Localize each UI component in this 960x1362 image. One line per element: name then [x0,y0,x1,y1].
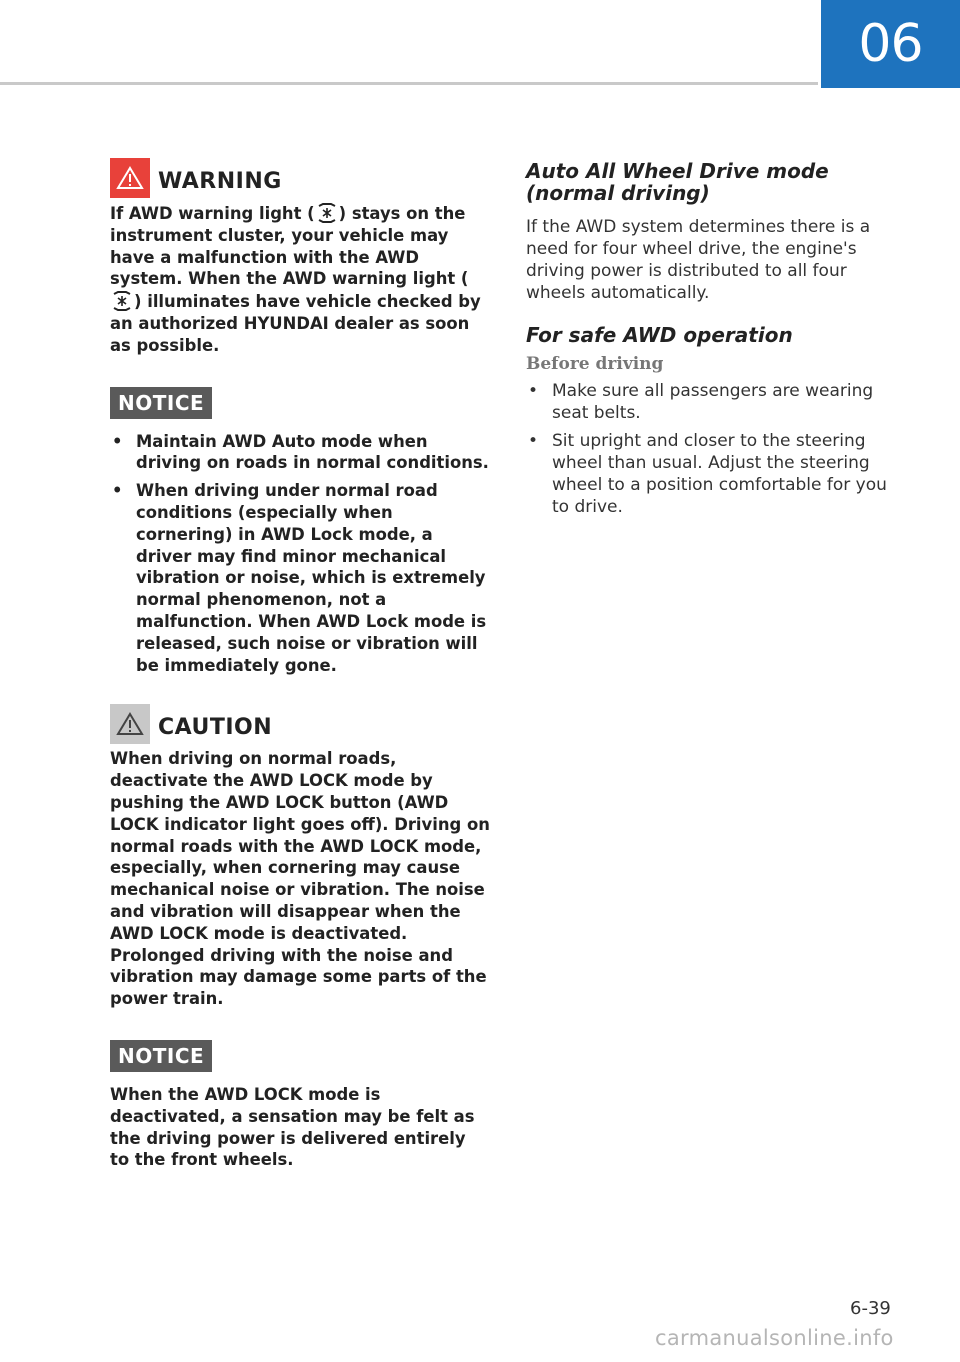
bullet-glyph: • [528,381,539,401]
warning-text-part2: ) stays on the instrument cluster, your vehicle may have a malfunction with the AWD system. When the AWD warning light ( [110,204,469,289]
list-item [110,480,490,676]
chapter-number: 06 [858,14,923,74]
page-number: 6-39 [850,1298,891,1319]
bullet-glyph: • [528,431,539,451]
caution-text: When driving on normal roads, deactivate the AWD LOCK mode by pushing the AWD LOCK button (AWD LOCK indicator light goes off). Driving on normal roads with the AWD LOCK mode, especially, when cornering may cause mechanical noise or vibration. The noise and vibration will disappear when the AWD LOCK mode is deactivated. Prolonged driving with the noise and vibration may damage some parts of the power train. [110,749,490,1009]
safe-op-list [526,380,898,518]
bullet-glyph: • [112,481,123,501]
list-item [526,380,898,424]
awd-warning-light-icon [315,202,339,224]
warning-title: WARNING [158,168,282,194]
auto-mode-text: If the AWD system determines there is a need for four wheel drive, the engine's driving power is distributed to all four wheels automatically. [526,217,871,303]
left-column [110,158,490,1171]
bullet-glyph: • [112,431,123,451]
warning-text [110,202,490,357]
header-rule [0,82,818,85]
watermark: carmanualsonline.info [655,1326,894,1350]
right-column [526,160,898,524]
list-item [110,431,490,475]
caution-header [110,704,490,744]
before-driving-subtitle: Before driving [526,354,664,374]
warning-text-part1: If AWD warning light ( [110,204,315,223]
notice-1-item-text: When driving under normal road conditions (especially when cornering) in AWD Lock mode, a driver may find minor mechanical vibration or noise, which is extremely normal phenomenon, not a malfunction. When AWD Lock mode is released, such noise or vibration will be immediately gone. [136,481,487,675]
auto-mode-title-line2: (normal driving) [526,181,710,205]
caution-triangle-icon [110,704,150,744]
safe-op-title: For safe AWD operation [526,323,793,347]
warning-header [110,158,490,198]
notice-1-list [110,431,490,677]
chapter-tab [821,0,960,88]
notice-badge-1: NOTICE [110,387,212,419]
warning-text-part3: ) illuminates have vehicle checked by an authorized HYUNDAI dealer as soon as possible. [110,292,481,355]
notice-badge-2: NOTICE [110,1040,212,1072]
safe-op-item-text: Make sure all passengers are wearing seat belts. [552,381,874,423]
notice-1-item-text: Maintain AWD Auto mode when driving on roads in normal conditions. [136,431,489,473]
safe-op-item-text: Sit upright and closer to the steering wheel than usual. Adjust the steering wheel to a position comfortable for you to drive. [552,431,887,517]
notice-2-text: When the AWD LOCK mode is deactivated, a sensation may be felt as the driving power is delivered entirely to the front wheels. [110,1084,475,1170]
auto-mode-title-line1: Auto All Wheel Drive mode [526,159,829,183]
awd-warning-light-icon [110,290,134,312]
auto-mode-title [526,160,898,204]
list-item [526,430,898,518]
caution-title: CAUTION [158,714,273,740]
warning-triangle-icon [110,158,150,198]
